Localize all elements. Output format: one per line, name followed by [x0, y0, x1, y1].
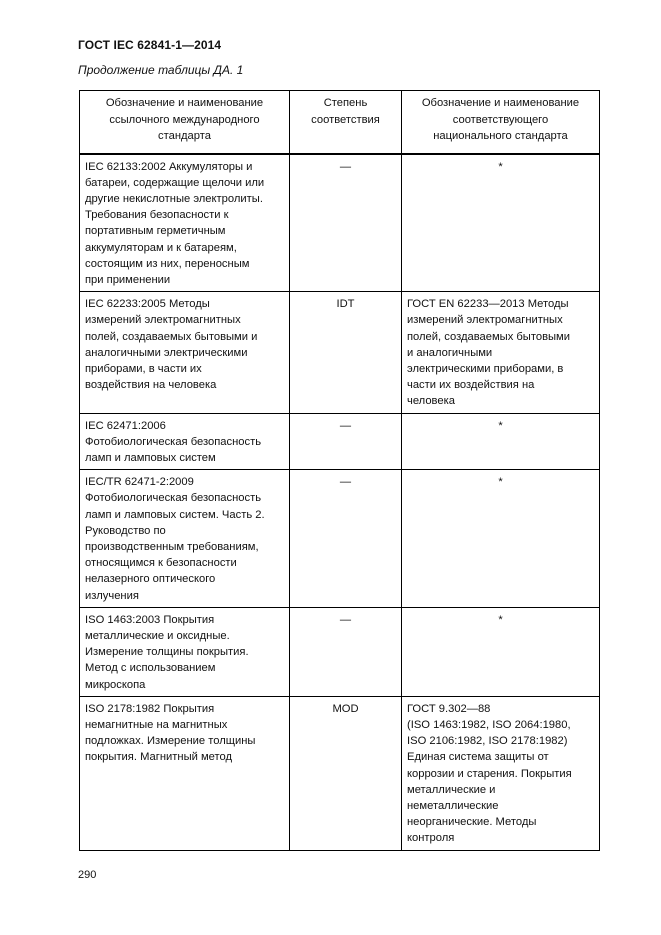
cell-degree: MOD [290, 696, 402, 850]
cell-international-standard: IEC 62133:2002 Аккумуляторы и батареи, содержащие щелочи или другие некислотные электролиты. Требования безопасности к портативным герметичным аккумуляторам и к батареям, состоящим из них, переносным при применении [80, 154, 290, 292]
cell-national-standard: * [402, 413, 600, 470]
cell-degree: — [290, 470, 402, 608]
cell-international-standard: ISO 1463:2003 Покрытия металлические и оксидные. Измерение толщины покрытия. Метод с использованием микроскопа [80, 607, 290, 696]
cell-national-standard: * [402, 470, 600, 608]
table-row [80, 413, 600, 470]
cell-international-standard: IEC 62471:2006 Фотобиологическая безопасность ламп и ламповых систем [80, 413, 290, 470]
cell-degree: — [290, 607, 402, 696]
cell-degree: — [290, 154, 402, 292]
cell-national-standard: ГОСТ 9.302—88 (ISO 1463:1982, ISO 2064:1980, ISO 2106:1982, ISO 2178:1982) Единая система защиты от коррозии и старения. Покрытия металлические и неметаллические неорганические. Методы контроля [402, 696, 600, 850]
cell-national-standard: * [402, 607, 600, 696]
cell-international-standard: IEC/TR 62471-2:2009 Фотобиологическая безопасность ламп и ламповых систем. Часть 2. Руководство по производственным требованиям, относящимся к безопасности нелазерного оптического излучения [80, 470, 290, 608]
document-standard-id: ГОСТ IEC 62841-1—2014 [78, 38, 222, 52]
cell-international-standard: IEC 62233:2005 Методы измерений электромагнитных полей, создаваемых бытовыми и аналогичными электрическими приборами, в части их воздействия на человека [80, 292, 290, 413]
table-row [80, 696, 600, 850]
cell-degree: — [290, 413, 402, 470]
cell-national-standard: * [402, 154, 600, 292]
cell-international-standard: ISO 2178:1982 Покрытия немагнитные на магнитных подложках. Измерение толщины покрытия. Магнитный метод [80, 696, 290, 850]
table-header-row [80, 91, 600, 154]
column-header-national: Обозначение и наименование соответствующего национального стандарта [402, 91, 600, 154]
page-number: 290 [78, 869, 97, 881]
table-row [80, 154, 600, 292]
table-row [80, 607, 600, 696]
standards-correspondence-table [79, 90, 600, 851]
cell-degree: IDT [290, 292, 402, 413]
column-header-degree: Степень соответствия [290, 91, 402, 154]
table-row [80, 292, 600, 413]
table-row [80, 470, 600, 608]
column-header-international: Обозначение и наименование ссылочного международного стандарта [80, 91, 290, 154]
cell-national-standard: ГОСТ EN 62233—2013 Методы измерений электромагнитных полей, создаваемых бытовыми и аналогичными электрическими приборами, в части их воздействия на человека [402, 292, 600, 413]
table-continuation-caption: Продолжение таблицы ДА. 1 [78, 63, 244, 77]
